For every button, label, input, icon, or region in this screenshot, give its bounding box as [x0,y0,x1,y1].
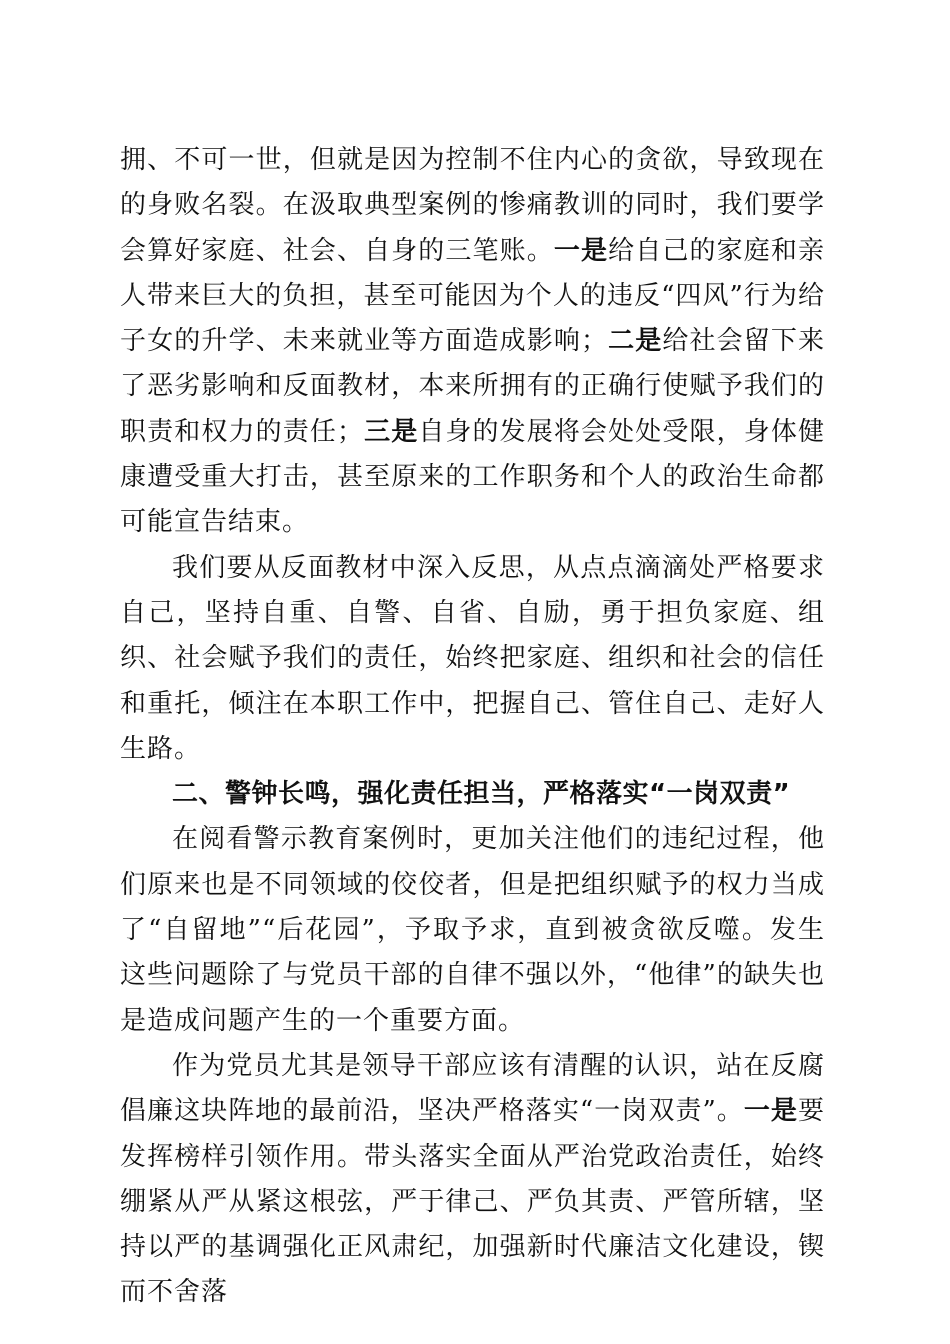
paragraph-continued [120,138,825,546]
paragraph-text: 自身的发展将会处处受限，身体健康遭受重大打击，甚至原来的工作职务和个人的政治生命都可能宣告结束。 [120,416,825,538]
paragraph-text: 拥、不可一世，但就是因为控制不住内心的贪欲，导致现在的身败名裂。在汲取典型案例的惨痛教训的同时，我们要学会算好家庭、社会、自身的三笔账。 [120,145,825,266]
paragraph-text: 作为党员尤其是领导干部应该有清醒的认识，站在反腐倡廉这块阵地的最前沿，坚决严格落实“一岗双责”。 [120,1050,825,1127]
paragraph-text: 给自己的家庭和亲人带来巨大的负担，甚至可能因为个人的违反“四风”行为给子女的升学、未来就业等方面造成影响； [120,235,825,357]
paragraph-responsibility [120,1044,825,1316]
bold-marker-second: 二是 [608,326,663,357]
paragraph-reflection: 我们要从反面教材中深入反思，从点点滴滴处严格要求自己，坚持自重、自警、自省、自励，勇于担负家庭、组织、社会赋予我们的责任，始终把家庭、组织和社会的信任和重托，倾注在本职工作中，把握自己、管住自己、走好人生路。 [120,552,825,764]
paragraph-warning-cases: 在阅看警示教育案例时，更加关注他们的违纪过程，他们原来也是不同领域的佼佼者，但是把组织赋予的权力当成了“自留地”“后花园”，予取予求，直到被贪欲反噬。发生这些问题除了与党员干部的自律不强以外，“他律”的缺失也是造成问题产生的一个重要方面。 [120,824,825,1036]
paragraph-text: 要发挥榜样引领作用。带头落实全面从严治党政治责任，始终绷紧从严从紧这根弦，严于律己、严负其责、严管所辖，坚持以严的基调强化正风肃纪，加强新时代廉洁文化建设，锲而不舍落 [120,1096,825,1308]
bold-marker-third: 三是 [363,416,419,447]
section-heading: 二、警钟长鸣，强化责任担当，严格落实“一岗双责” [172,779,791,810]
bold-marker-first: 一是 [743,1096,798,1127]
document-page [120,138,825,1316]
bold-marker-first: 一是 [553,235,609,266]
paragraph-text: 给社会留下来了恶劣影响和反面教材，本来所拥有的正确行使赋予我们的职责和权力的责任； [120,326,825,447]
